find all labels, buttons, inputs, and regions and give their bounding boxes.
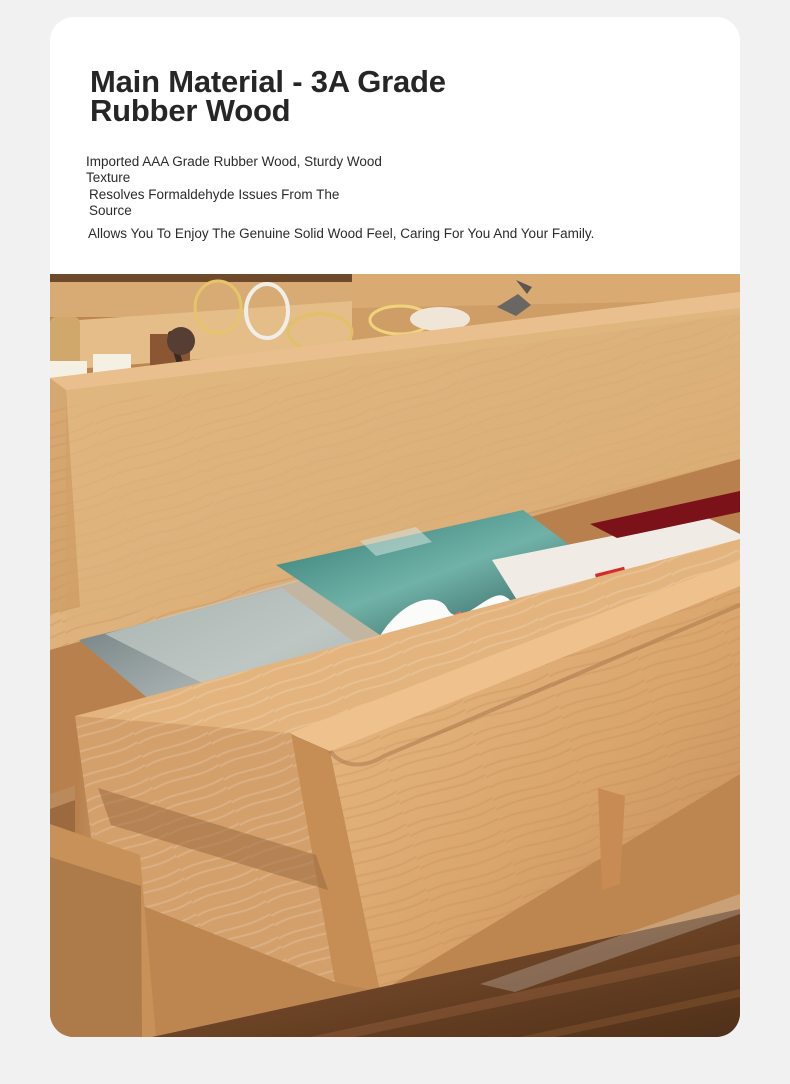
- feature-text-formaldehyde: Resolves Formaldehyde Issues From The Source: [89, 187, 340, 218]
- feature-text-rubber-wood: Imported AAA Grade Rubber Wood, Sturdy Wood Texture: [86, 154, 382, 185]
- drawer-product-photo: [50, 274, 740, 1037]
- open-drawer-illustration: [50, 274, 740, 1037]
- feature-text-family-care: Allows You To Enjoy The Genuine Solid Wood Feel, Caring For You And Your Family.: [88, 226, 595, 241]
- material-title: Main Material - 3A Grade Rubber Wood: [90, 64, 446, 128]
- product-card: [50, 17, 740, 1037]
- material-header: [50, 17, 740, 274]
